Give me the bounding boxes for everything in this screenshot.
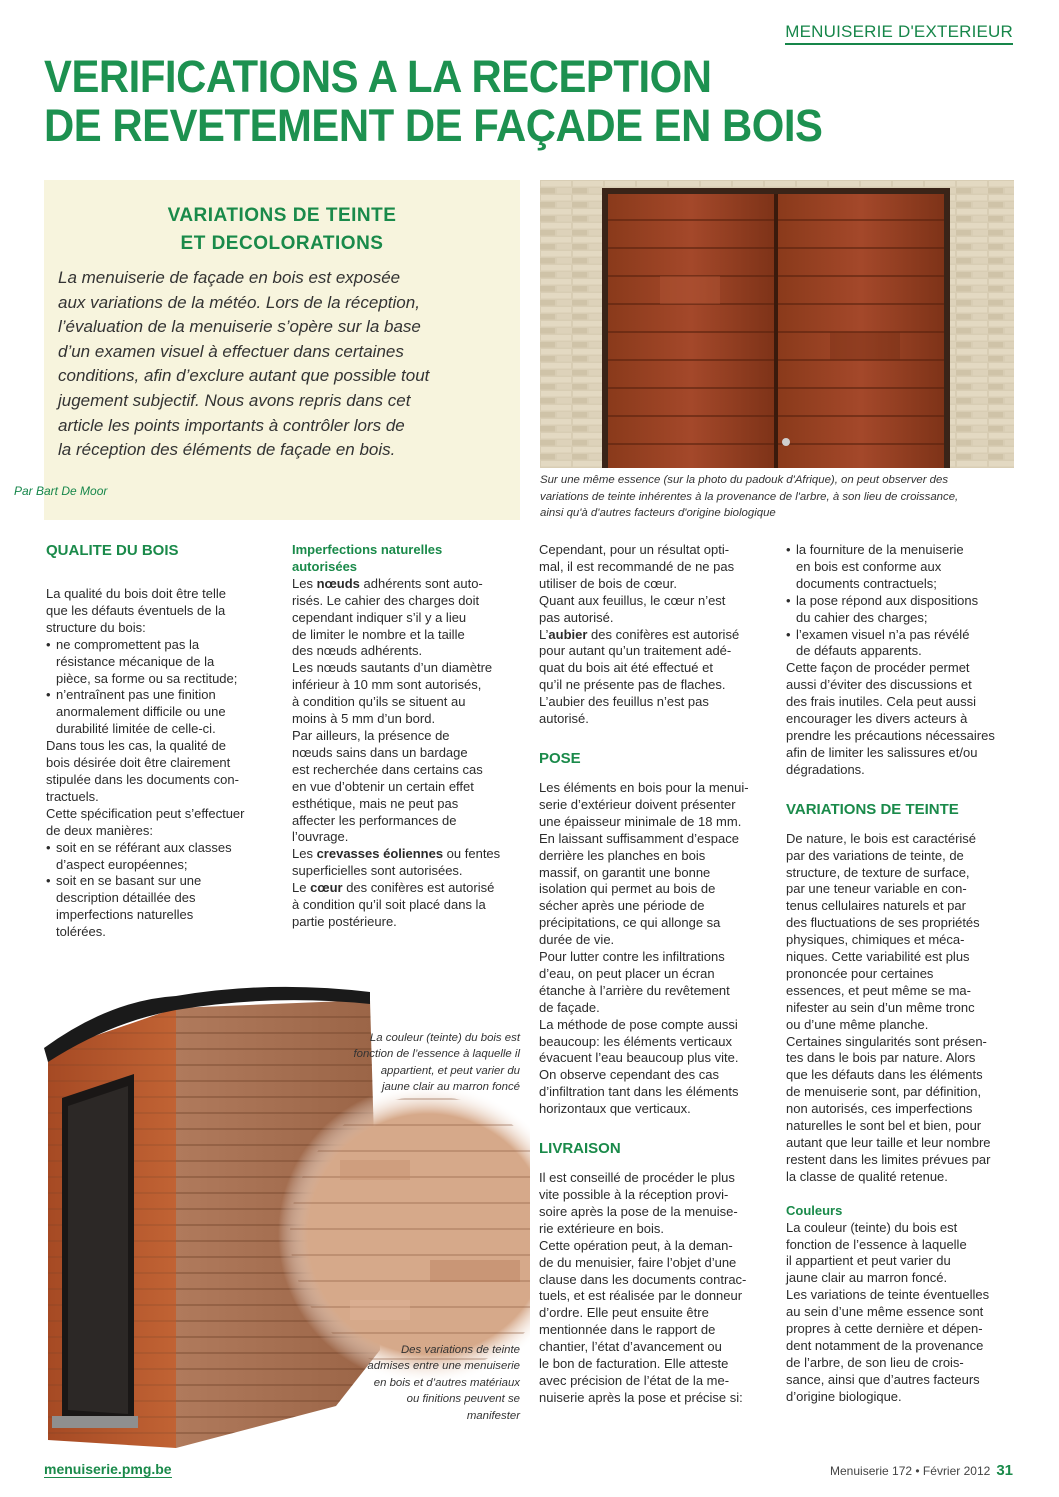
paragraph: Par ailleurs, la présence de nœuds sains dans un bardage est recherchée dans certains cas en vue d’obtenir un certain effet esthétique, mais ne peut pas affecter les performances de l’ouvrage. (292, 727, 483, 845)
column-4 (786, 542, 1018, 1406)
paragraph: Le cœur des conifères est autorisé à condition qu’il soit placé dans la partie postérieure. (292, 880, 495, 929)
column-1 (46, 542, 276, 941)
paragraph: La couleur (teinte) du bois est fonction de l’essence à laquelle il appartient et peut varier du jaune clair au marron foncé. (786, 1219, 967, 1286)
cabin-caption-top (300, 1030, 520, 1096)
paragraph: Les variations de teinte éventuelles au sein d’une même essence sont propres à cette dernière et dépen- dent notamment de la provenance de l’arbre, de son lieu de crois- sance, ainsi que d’autres facteurs d’origine biologique. (786, 1287, 990, 1404)
column-3 (539, 542, 771, 1407)
list-item: • ne compromettent pas la résistance mécanique de la pièce, sa forme ou sa rectitude; (46, 637, 276, 688)
list-item: • soit en se référant aux classes d’aspect européennes; (46, 840, 276, 874)
caption-line: variations de teinte inhérentes à la provenance de l'arbre, à son lieu de croissance, (540, 490, 959, 503)
heading-livraison: LIVRAISON (539, 1140, 621, 1158)
paragraph: Il est conseillé de procéder le plus vite possible à la réception provi- soire après la pose de la menuise- rie extérieure en bois. (539, 1170, 738, 1236)
heading-pose: POSE (539, 749, 581, 767)
intro-heading-line-2: ET DECOLORATIONS (180, 233, 384, 254)
bullet-list (786, 542, 1018, 660)
paragraph: Les éléments en bois pour la menui- serie d’extérieur doivent présenter une épaisseur minimale de 18 mm. En laissant suffisamment d’espace derrière les planches en bois massif, on garantit une bonne isolation qui permet au bois de sécher après une période de précipitations, ce qui allonge sa durée de vie. (539, 779, 749, 948)
paragraph: Cette opération peut, à la deman- de du menuisier, faire l’objet d’une clause dans les documents contrac- tuels, et est réalisée par le donneur d’ordre. Elle peut ensuite être mentionnée dans le rapport de chantier, l’état d’avancement ou le bon de facturation. Elle atteste avec précision de l’état de la me- nuiserie après la pose et précise si: (539, 1237, 747, 1405)
paragraph: Les nœuds sautants d’un diamètre inférieur à 10 mm sont autorisés, à condition qu’ils se situent au moins à 5 mm d’un bord. (292, 660, 493, 727)
issue-info: Menuiserie 172 • Février 2012 (830, 1464, 991, 1478)
author-byline: Par Bart De Moor (14, 484, 108, 498)
intro-heading (44, 202, 520, 258)
caption-line: en bois et d’autres matériaux (373, 1376, 520, 1389)
paragraph: Cette façon de procéder permet aussi d’éviter des discussions et des frais inutiles. Cela peut aussi encourager les divers acteurs à prendre les précautions nécessaires afin de limiter les salissures et/ou dégradations. (786, 660, 995, 777)
caption-line: Sur une même essence (sur la photo du padouk d'Afrique), on peut observer des (540, 474, 949, 486)
intro-line: l’évaluation de la menuiserie s’opère sur la base (58, 317, 421, 337)
column-2 (292, 542, 524, 931)
heading-qualite: QUALITE DU BOIS (46, 542, 179, 559)
footer-issue (830, 1462, 1013, 1479)
caption-line: fonction de l’essence à laquelle il (353, 1048, 520, 1061)
intro-line: la réception des éléments de façade en bois. (58, 440, 396, 460)
intro-line: La menuiserie de façade en bois est exposée (58, 268, 401, 287)
caption-line: jaune clair au marron foncé (381, 1081, 520, 1094)
paragraph: Les nœuds adhérents sont auto- risés. Le cahier des charges doit cependant indiquer s’il y a lieu de limiter le nombre et la taille des nœuds adhérents. (292, 575, 483, 659)
caption-line: manifester (466, 1409, 520, 1422)
page-number: 31 (996, 1462, 1013, 1479)
list-item: • soit en se basant sur une description détaillée des imperfections naturelles tolérées. (46, 873, 276, 941)
article-title (44, 52, 1024, 150)
caption-line: ou finitions peuvent se (406, 1393, 520, 1406)
list-item: • n’entraînent pas une finition anormalement difficile ou une durabilité limitée de celle-ci. (46, 687, 276, 738)
door-photo-caption (540, 472, 1014, 522)
heading-couleurs: Couleurs (786, 1202, 843, 1218)
caption-line: appartient, et peut varier du (380, 1064, 520, 1077)
heading-variations: VARIATIONS DE TEINTE (786, 800, 959, 818)
paragraph: Pour lutter contre les infiltrations d’eau, on peut placer un écran étanche à l’arrière du revêtement de façade. (539, 949, 730, 1015)
intro-line: aux variations de la météo. Lors de la réception, (58, 292, 420, 312)
paragraph: Dans tous les cas, la qualité de bois désirée doit être clairement stipulée dans les documents con- tractuels. (46, 738, 239, 804)
heading-imperfections: Imperfections naturelles autorisées (292, 542, 443, 574)
cabin-caption-bottom (330, 1342, 520, 1424)
paragraph: Les crevasses éoliennes ou fentes superficielles sont autorisées. (292, 846, 501, 879)
caption-line: ainsi qu'à d'autres facteurs d'origine biologique (540, 507, 776, 519)
intro-line: d’un examen visuel à effectuer dans certaines (58, 341, 404, 361)
paragraph: L’aubier des conifères est autorisé pour autant qu’un traitement adé- quat du bois ait été effectué et qu’il ne présente pas de flaches. L’aubier des feuillus n’est pas autorisé. (539, 626, 740, 727)
paragraph: Cette spécification peut s’effectuer de deux manières: (46, 805, 245, 838)
intro-heading-line-1: VARIATIONS DE TEINTE (167, 205, 397, 226)
intro-line: conditions, afin d’exclure autant que possible tout (58, 366, 430, 386)
caption-line: admises entre une menuiserie (367, 1360, 520, 1373)
list-item: • la fourniture de la menuiserie en bois est conforme aux documents contractuels; (786, 542, 1018, 593)
title-line-1: VERIFICATIONS A LA RECEPTION (44, 51, 712, 102)
intro-line: jugement subjectif. Nous avons repris dans cet (58, 390, 411, 410)
section-tag: MENUISERIE D'EXTERIEUR (785, 22, 1013, 45)
paragraph: La méthode de pose compte aussi beaucoup: les éléments verticaux évacuent l’eau beaucoup plus vite. On observe cependant des cas d’infiltration tant dans les éléments horizontaux que verticaux. (539, 1016, 739, 1117)
list-item: • l’examen visuel n’a pas révélé de défauts apparents. (786, 627, 1018, 661)
caption-line: La couleur (teinte) du bois est (369, 1032, 520, 1044)
intro-box (44, 180, 520, 520)
paragraph: La qualité du bois doit être telle que les défauts éventuels de la structure du bois: (46, 586, 226, 635)
intro-line: article les points importants à contrôler lors de (58, 415, 405, 435)
door-photo (540, 180, 1014, 468)
list-item: • la pose répond aux dispositions du cahier des charges; (786, 593, 1018, 627)
paragraph: Certaines singularités sont présen- tes dans le bois par nature. Alors que les défauts dans les éléments de menuiserie sont, par définition, non autorisés, ces imperfections naturelles le sont bel et bien, pour autant que leur taille et leur nombre restent dans les limites prévues par la classe de qualité retenue. (786, 1033, 991, 1184)
footer-website: menuiserie.pmg.be (44, 1461, 172, 1477)
caption-line: Des variations de teinte (400, 1344, 520, 1356)
bullet-list (46, 637, 276, 738)
title-line-2: DE REVETEMENT DE FAÇADE EN BOIS (44, 100, 823, 151)
intro-text (58, 266, 518, 463)
paragraph: Quant aux feuillus, le cœur n’est pas autorisé. (539, 592, 726, 625)
paragraph: De nature, le bois est caractérisé par des variations de teinte, de structure, de texture de surface, par une teneur variable en con- tenus cellulaires naturels et par des fluctuations de ses propriétés physiques, chimiques et méca- niques. Cette variabilité est plus prononcée pour certaines essences, et peut même se ma- nifester au sein d’un même tronc ou d’une même planche. (786, 830, 980, 1032)
paragraph: Cependant, pour un résultat opti- mal, il est recommandé de ne pas utiliser de bois de cœur. (539, 542, 735, 591)
bullet-list (46, 840, 276, 941)
